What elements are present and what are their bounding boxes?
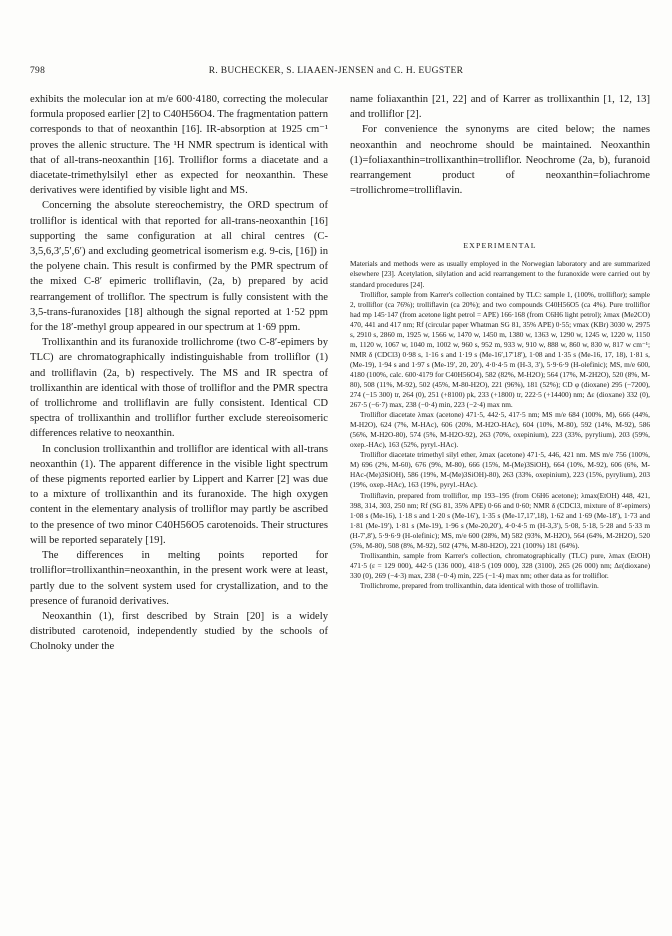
body-paragraph: The differences in melting points reported for trolliflor=trollixanthin=neoxanthin, in the present work were at least, partly due to the solvent system used for crystallization, and to the presence of furanoid derivatives. [30,550,328,607]
experimental-paragraph: Trollichrome, prepared from trollixanthin, data identical with those of trolliflavin. [360,580,599,590]
left-column [30,92,328,655]
running-head: R. BUCHECKER, S. LIAAEN-JENSEN and C. H. EUGSTER [208,66,464,76]
right-body [350,92,650,198]
right-column [350,92,650,591]
experimental-paragraph: Trolliflor diacetate trimethyl silyl ether, λmax (acetone) 471·5, 446, 421 nm. MS m/e 756 (100%, M) 696 (2%, M-60), 676 (9%, M-80), 666 (15%, M-(Me)3SiOH), 664 (10%, M-92), 606 (6%, M-HAc-(Me)3SiOH), 586 (19%, M-(Me)3SiOH)-80), 263 (33%, oxepinium), 223 (15%, pyrylium), 203 (19%, oxep.-HAc), 163 (19%, pyryl.-HAc). [350,450,650,490]
experimental-paragraph: Trolliflor, sample from Karrer's collection contained by TLC: sample 1, (100%, trolliflor); sample 2, trolliflor (ca 76%); trolliflavin (ca 20%); and two compounds C40H56O5 (ca 4%). Pure trolliflor had mp 145·147 (from acetone light petrol = APE) 166·168 (from C6H6 light petrol); λmax (Me2CO) 470, 441 and 417 nm; Rf (circular paper Whatman SG 81, 35% APE) 0·55; νmax (KBr) 3030 w, 2975 s, 2910 s, 2860 m, 1925 w, 1566 w, 1470 w, 1450 m, 1380 w, 1363 w, 1290 w, 1245 w, 1220 w, 1150 m, 1120 w, 1067 w, 1040 m, 1002 w, 960 s, 952 m, 933 w, 910 w, 888 w, 860 w, 830 w, 817 w cm⁻¹; NMR δ (CDCl3) 0·98 s, 1·16 s and 1·19 s (Me-16′,17′18′), 1·08 and 1·35 s (Me-16, 17, 18), 1·81 s, (Me-19), 1·94 s and 1·97 s (Me-19′, 20, 20′), 4·0·4·5 m (H-3, 3′), 5·9·6·9 (H-olefinic); MS, m/e 600, 4180 (100%, calc. 600·4179 for C40H56O4), 582 (82%, M-H2O); 564 (17%, M-2H2O), 520 (8%, M-80), 508 (11%, M-92), 502 (45%, M-80-H2O), 221 (96%), 181 (52%); CD φ (dioxane) 295 (−7200), 274 (−15 300) tr, 264 (0), 251 (+8100) pk, 233 (+1800) tr, 222·5 (+14400) nm; Δε (dioxane) 332 (0), 267·5 (−6·7) max, 238 (−0·4) min, 223 (−2·4) max nm. [350,289,650,410]
experimental-section [350,259,650,591]
page-number: 798 [30,66,46,76]
experimental-paragraph: Trolliflor diacetate λmax (acetone) 471·5, 442·5, 417·5 nm; MS m/e 684 (100%, M), 666 (44%, M-H2O), 624 (7%, M-HAc), 606 (20%, M-H2O-HAc), 604 (10%, M-80), 592 (14%, M-92), 586 (56%, M-H2O-80), 574 (5%, M-H2O-92), 263 (70%, oxepinium), 223 (33%, pyrylium), 203 (59%, oxep.-HAc), 163 (52%, pyryl.-HAc). [350,410,650,450]
body-paragraph: Concerning the absolute stereochemistry, the ORD spectrum of trolliflor is identical with that reported for all-trans-neoxanthin [16] supporting the same configuration at all chiral centres (C-3,5,6,3′,5′,6′) and excluding geometrical isomerism e.g. 9-cis, [16]) in the polyene chain. This result is confirmed by the PMR spectrum of the mixed C-8′ epimeric trolliflavin, (2a, b) prepared by acid rearrangement of trolliflor. The spectrum is fully consistent with the 3,5-trans-furanoxides [18] although the signal reported at 1·52 ppm for the 18′-methyl group appeared in our spectrum at 1·69 ppm. [30,200,328,334]
body-paragraph: name foliaxanthin [21, 22] and of Karrer as trollixanthin [1, 12, 13] and trolliflor [2]. [350,94,650,121]
body-paragraph: exhibits the molecular ion at m/e 600·4180, correcting the molecular formula proposed earlier [2] to C40H56O4. The fragmentation pattern corresponds to that of neoxanthin [16]. IR-absorption at 1925 cm⁻¹ proves the allenic structure. The ¹H NMR spectrum is identical with that of all-trans-neoxanthin [16]. Trolliflor forms a diacetate and a diacetate-trimethylsilyl ether as expected for neoxanthin. These derivatives were identified by visible light and MS. [30,94,328,197]
experimental-paragraph: Trolliflavin, prepared from trolliflor, mp 193–195 (from C6H6 acetone); λmax(EtOH) 448, 421, 398, 314, 303, 250 nm; Rf (SG 81, 35% APE) 0·66 and 0·60; NMR δ (CDCl3, mixture of 8′-epimers) 1·08 s (Me-16), 1·18 s and 1·20 s (Me-16′), 1·35 s (Me-17,17′,18), 1·62 and 1·69 (Me-18′), 1·73 and 1·81 (Me-19′), 1·81 s (Me-19), 1·96 s (Me-20,20′), 4·0·4·5 m (H-3,3′), 5·08, 5·18, 5·28 and 5·33 m (H-7′,8′), 5·9·6·9 (H-olefinic); MS, m/e 600 (28%, M) 582 (93%, M-H2O), 564 (64%, M-2H2O), 520 (5%, M-80), 508 (8%, M-92), 502 (47%, M-80-H2O), 221 (100%) 181 (64%). [350,490,650,550]
body-paragraph: In conclusion trollixanthin and trolliflor are identical with all-trans neoxanthin (1). The apparent difference in the visible light spectrum of these pigments reported earlier by Lippert and Karrer [2] was due to a mixture of trollixanthin and its furanoxide. The high oxygen content in the elementary analysis of trolliflor may partly be ascribed to the presence of two minor C40H56O5 carotenoids. Their structures will be reported separately [19]. [30,443,328,546]
experimental-paragraph: Materials and methods were as usually employed in the Norwegian laboratory and are summarized elsewhere [23]. Acetylation, silylation and acid rearrangement to the furanoxide were carried out by standard procedures [24]. [350,259,650,289]
body-paragraph: Trollixanthin and its furanoxide trollichrome (two C-8′-epimers by TLC) are chromatographically indistinguishable from trolliflor (1) and trolliflavin (2a, b) respectively. The MS and IR spectra of trollixanthin are identical with those of trolliflor and the PMR spectra of trollichrome and trolliflavin are fully consistent. Identical CD spectra of trollixanthin and trolliflor further exclude stereoisomeric differences relative to neoxanthin. [30,337,328,440]
experimental-paragraph: Trollixanthin, sample from Karrer's collection, chromatographically (TLC) pure, λmax (EtOH) 471·5 (ε = 129 000), 442·5 (136 000), 418·5 (109 000), 328 (3100), 265 (26 000) nm; Δε(dioxane) 330 (0), 269 (−4·3) max, 238 (−0·4) min, 225 (−1·4) max nm; other data as for trolliflor. [350,550,650,580]
body-paragraph: For convenience the synonyms are cited below; the names neoxanthin and neochrome should be maintained. Neoxanthin (1)=foliaxanthin=trollixanthin=trolliflor. Neochrome (2a, b), furanoid rearrangement product of neoxanthin=foliachrome =trollichrome=trolliflavin. [350,124,650,197]
body-paragraph: Neoxanthin (1), first described by Strain [20] is a widely distributed carotenoid, independently studied by the schools of Cholnoky under the [30,610,328,653]
section-heading-experimental: EXPERIMENTAL [463,241,537,251]
page-header [30,66,642,80]
